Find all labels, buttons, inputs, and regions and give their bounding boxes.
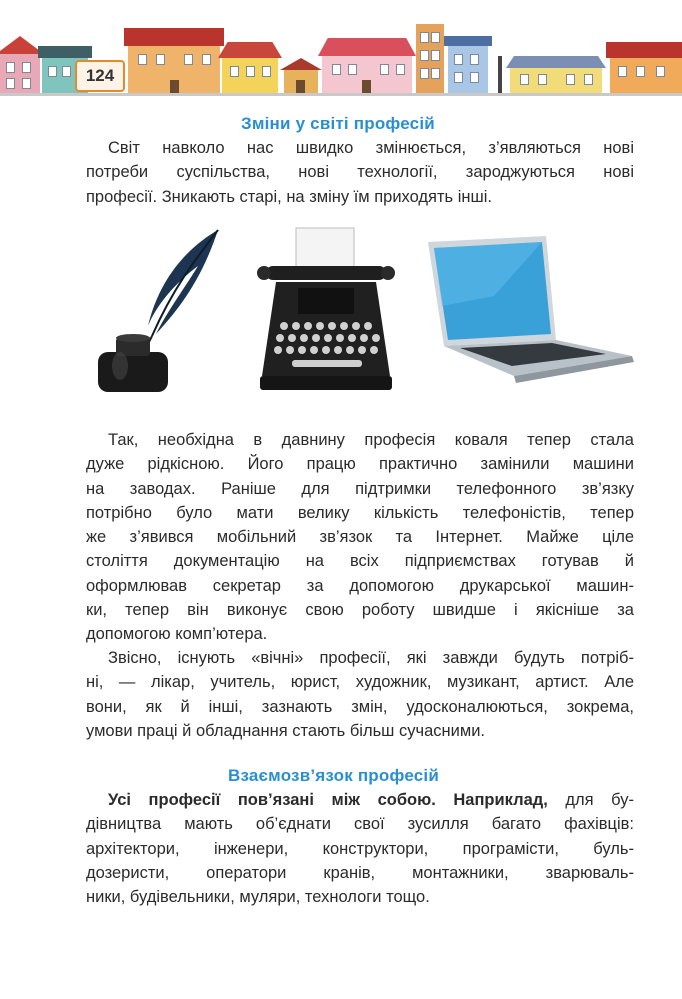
text-line: потреби суспільства, нові технології, зароджуються нові <box>86 163 634 182</box>
section-heading: Зміни у світі професій <box>241 114 435 133</box>
interrelation-paragraph <box>86 788 634 909</box>
text-line: Світ навколо нас швидко змінюється, з’являються нові <box>108 139 634 157</box>
lamp-post-illustration <box>498 56 502 96</box>
text-line: дуже рідкісною. Його працю практично замінили машини <box>86 455 634 474</box>
house-illustration <box>322 38 412 96</box>
eternal-professions-paragraph <box>86 646 634 743</box>
text-line: умови праці й обладнання стають більш сучасними. <box>86 721 485 740</box>
professions-change-paragraph <box>86 428 634 647</box>
laptop-icon <box>424 236 636 386</box>
text-fragment: для бу- <box>547 791 634 809</box>
bold-text: Усі професії пов’язані між собою. Наприклад, <box>108 791 548 809</box>
house-illustration <box>128 28 220 96</box>
text-line: на заводах. Раніше для підтримки телефонного зв’язку <box>86 479 634 498</box>
house-illustration <box>610 42 682 96</box>
text-line: архітектори, інженери, конструктори, програмісти, буль- <box>86 839 634 858</box>
text-line: Звісно, існують «вічні» професії, які завжди будуть потріб- <box>108 649 634 667</box>
house-illustration <box>416 24 444 96</box>
page-number: 124 <box>75 60 125 92</box>
text-line <box>86 788 634 812</box>
typewriter-icon <box>256 226 396 394</box>
house-illustration <box>448 36 488 96</box>
house-illustration <box>510 56 602 96</box>
section-heading: Взаємозв’язок професій <box>228 766 439 785</box>
text-line: ні, — лікар, учитель, юрист, художник, музикант, артист. Але <box>86 673 634 692</box>
text-line: ники, будівельники, муляри, технологи тощо. <box>86 888 430 907</box>
house-illustration <box>0 36 40 96</box>
text-line: потрібно було мати велику кількість телефоністів, тепер <box>86 503 634 522</box>
intro-paragraph <box>86 136 634 209</box>
text-line: же з’явився мобільний зв’язок та Інтернет. Майже ціле <box>86 528 634 547</box>
text-line: Так, необхідна в давнину професія коваля тепер стала <box>108 431 634 449</box>
text-line: професії. Зникають старі, на зміну їм приходять інші. <box>86 187 492 206</box>
text-line: вони, як й інші, зазнають змін, удосконалюються, зокрема, <box>86 697 634 716</box>
text-line: дівництва мають об’єднати свої зусилля багато фахівців: <box>86 815 634 834</box>
quill-and-ink-icon <box>90 226 224 396</box>
ground-line <box>0 93 682 96</box>
text-line: допомогою комп’ютера. <box>86 625 268 644</box>
text-line: ки, тепер він виконує свою роботу швидше і якісніше за <box>86 601 634 620</box>
house-illustration <box>284 58 318 96</box>
text-line: століття документацію на всіх підприємствах готував й <box>86 552 634 571</box>
text-line: дозеристи, оператори кранів, монтажники, зварюваль- <box>86 863 634 882</box>
text-line: оформлював секретар за допомогою друкарської машин- <box>86 576 634 595</box>
house-illustration <box>222 42 278 96</box>
